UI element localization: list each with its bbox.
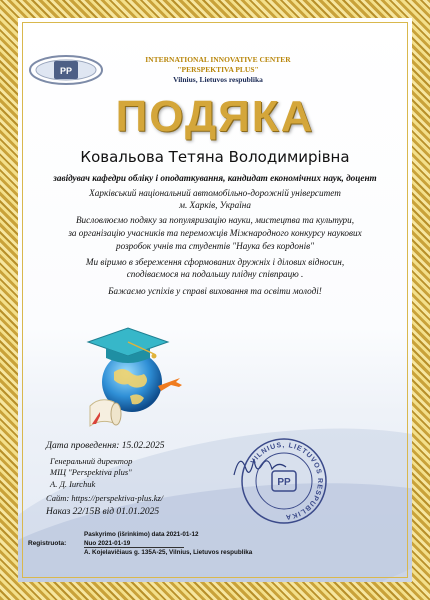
body-line: Висловлюємо подяку за популяризацію науки, мистецтва та культури, — [75, 215, 355, 225]
event-date: Дата проведення: 15.02.2025 — [46, 441, 165, 451]
org-line-3: Vilnius, Lietuvos respublika — [173, 75, 263, 84]
recipient-city: м. Харків, Україна — [179, 200, 251, 210]
director-org: МІЦ "Perspektiva plus" — [50, 467, 132, 477]
graduation-globe-graphic — [70, 320, 190, 430]
recipient-name: Ковальова Тетяна Володимирівна — [80, 148, 350, 166]
certificate-title: ПОДЯКА — [115, 92, 315, 141]
registration-label: Registruota: — [28, 540, 67, 547]
website: Сайт: https://perspektiva-plus.kz/ — [46, 493, 164, 503]
registration-line-1: Paskyrimo (išrinkimo) data 2021-01-12 — [84, 531, 199, 538]
body-line: сподіваємося на подальшу плідну співпрацю . — [126, 269, 304, 279]
director-title: Генеральний директор — [50, 456, 133, 466]
official-stamp — [238, 435, 330, 527]
order-number: Наказ 22/15В від 01.01.2025 — [46, 507, 160, 517]
body-line: за організацію учасників та переможців Міжнародного конкурсу наукових — [68, 228, 362, 238]
recipient-position: завідувач кафедри обліку і оподаткування, кандидат економічних наук, доцент — [53, 173, 377, 183]
director-name: А. Д. Іurchuk — [50, 479, 96, 489]
perspektiva-logo — [26, 50, 106, 90]
body-line: розробок учнів та студентів "Наука без кордонів" — [116, 241, 314, 251]
stamp-center: PP — [277, 477, 291, 488]
stamp-ring-text: VILNIUS, LIETUVOS RESPUBLIKA — [249, 441, 324, 521]
body-line: Ми віримо в збереження сформованих дружніх і ділових відносин, — [85, 257, 345, 267]
org-line-1: INTERNATIONAL INNOVATIVE CENTER — [145, 55, 291, 64]
registration-underline — [84, 547, 184, 548]
recipient-institution: Харківський національний автомобільно-дорожній університет — [89, 188, 341, 198]
svg-text:PP: PP — [59, 66, 73, 76]
registration-line-2: Nuo 2021-01-19 — [84, 540, 131, 547]
body-line: Бажаємо успіхів у справі виховання та освіти молоді! — [108, 286, 322, 296]
org-line-2: "PERSPEKTIVA PLUS" — [177, 65, 259, 74]
registration-address: A. Kojelavičiaus g. 135A-25, Vilnius, Lietuvos respublika — [84, 549, 253, 556]
organization-header — [108, 55, 328, 85]
